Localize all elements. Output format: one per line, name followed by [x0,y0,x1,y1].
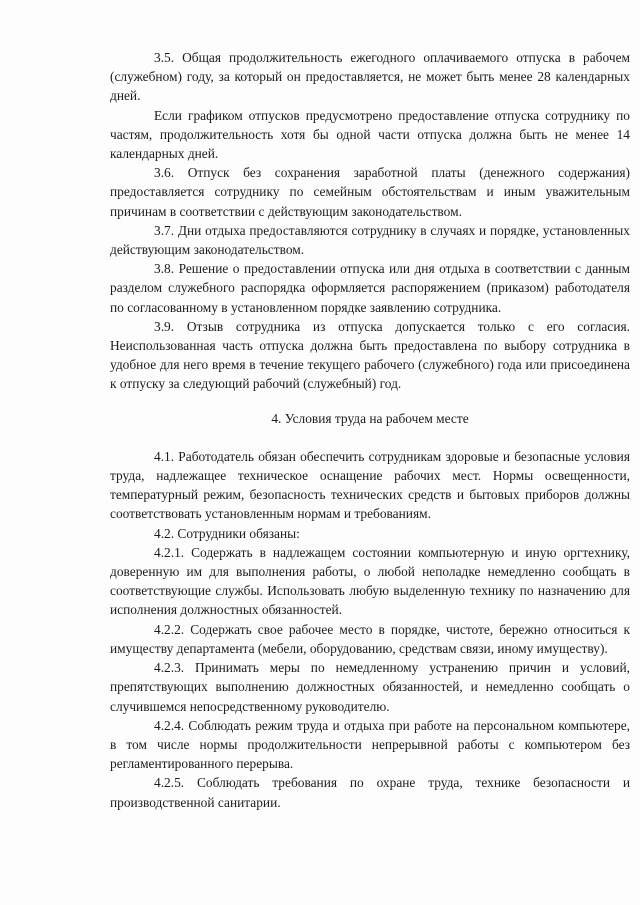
paragraph-3-7: 3.7. Дни отдыха предоставляются сотруднику в случаях и порядке, установленных действующим законодательством. [110,222,630,258]
paragraph-4-2-4: 4.2.4. Соблюдать режим труда и отдыха при работе на персональном компьютере, в том числе нормы продолжительности непрерывной работы с компьютером без регламентированного перерыва. [110,717,630,772]
paragraph-3-5-parts: Если графиком отпусков предусмотрено предоставление отпуска сотруднику по частям, продолжительность хотя бы одной части отпуска должна быть не менее 14 календарных дней. [110,107,630,162]
paragraph-4-2-2: 4.2.2. Содержать свое рабочее место в порядке, чистоте, бережно относиться к имуществу департамента (мебели, оборудованию, средствам связи, иному имуществу). [110,621,630,656]
paragraph-4-2-1: 4.2.1. Содержать в надлежащем состоянии компьютерную и иную оргтехнику, доверенную им для выполнения работы, о любой неполадке немедленно сообщать в соответствующие службы. Использовать любую выделенную технику по назначению для исполнения должностных обязанностей. [110,544,630,618]
paragraph-4-2-3: 4.2.3. Принимать меры по немедленному устранению причин и условий, препятствующих выполнению должностных обязанностей, и немедленно сообщать о случившемся непосредственному руководителю. [110,660,630,714]
paragraph-4-2-5: 4.2.5. Соблюдать требования по охране труда, технике безопасности и производственной санитарии. [110,775,630,810]
paragraph-4-1: 4.1. Работодатель обязан обеспечить сотрудникам здоровые и безопасные условия труда, надлежащее техническое оснащение рабочих мест. Нормы освещенности, температурный режим, безопасность технических средств и бытовых приборов должны соответствовать установленным нормам и требованиям. [110,448,630,522]
paragraph-4-2: 4.2. Сотрудники обязаны: [154,525,300,541]
section-heading: 4. Условия труда на рабочем месте [271,410,469,426]
paragraph-3-5: 3.5. Общая продолжительность ежегодного оплачиваемого отпуска в рабочем (служебном) году, за который он предоставляется, не может быть менее 28 календарных дней. [110,50,630,104]
document-body [110,48,630,812]
paragraph-3-9: 3.9. Отзыв сотрудника из отпуска допускается только с его согласия. Неиспользованная часть отпуска должна быть предоставлена по выбору сотрудника в удобное для него время в течение текущего рабочего (служебного) года или присоединена к отпуску за следующий рабочий (служебный) год. [110,318,630,392]
paragraph-3-8: 3.8. Решение о предоставлении отпуска или дня отдыха в соответствии с данным разделом служебного распорядка оформляется распоряжением (приказом) работодателя по согласованному в установленном порядке заявлению сотрудника. [110,261,630,315]
paragraph-3-6: 3.6. Отпуск без сохранения заработной платы (денежного содержания) предоставляется сотруднику по семейным обстоятельствам и иным уважительным причинам в соответствии с действующим законодательством. [110,165,630,219]
